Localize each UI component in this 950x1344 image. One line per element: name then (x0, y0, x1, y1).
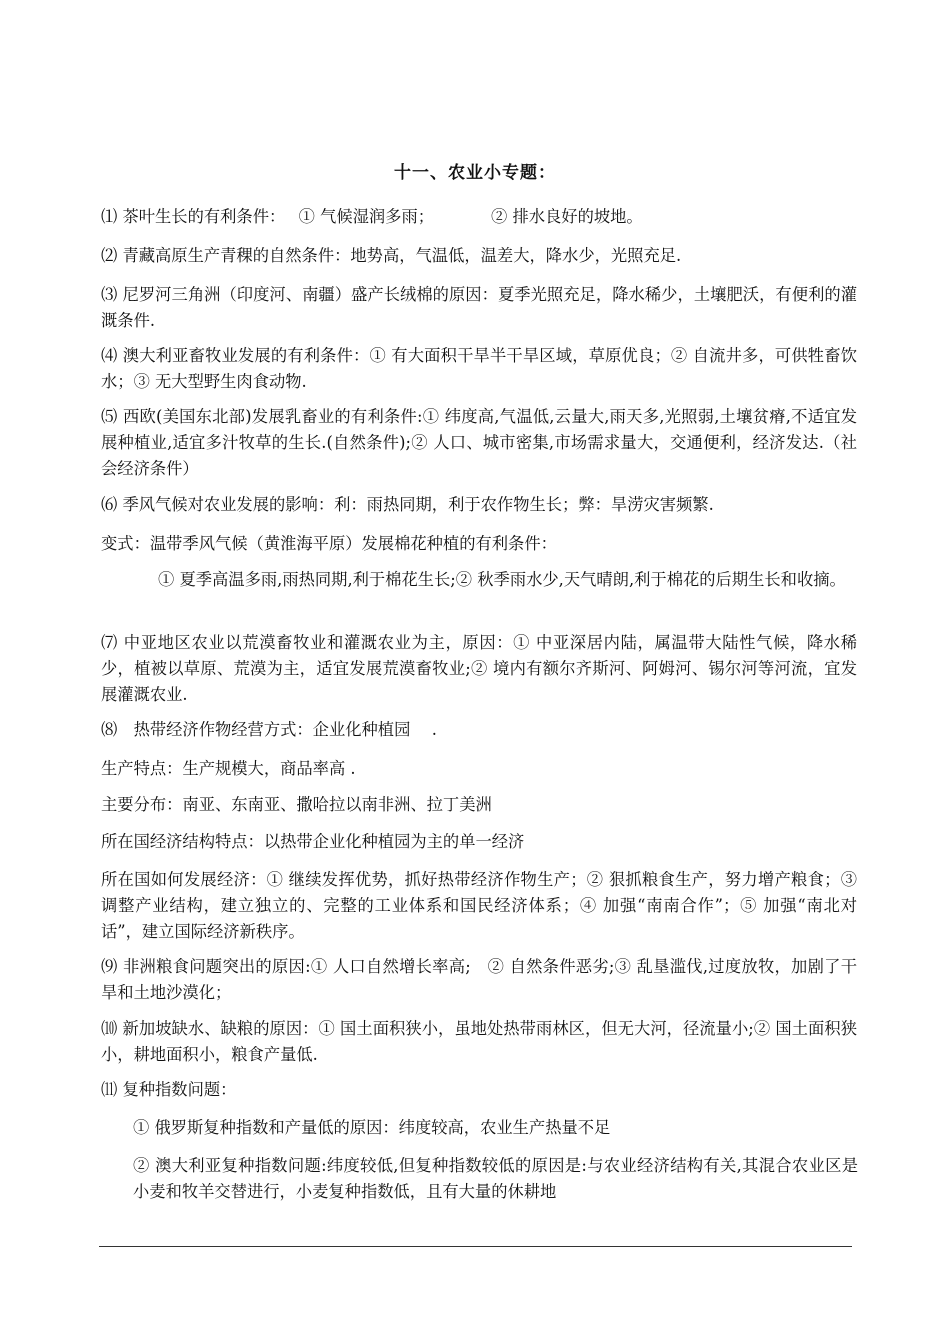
paragraph-variant-cotton: ① 夏季高温多雨,雨热同期,利于棉花生长;② 秋季雨水少,天气晴朗,利于棉花的后期生长和收摘。 (158, 570, 846, 589)
paragraph-tea-conditions: ⑴ 茶叶生长的有利条件： ① 气候湿润多雨； ② 排水良好的坡地。 (101, 207, 643, 226)
paragraph-tropical-plantation: ⑻ 热带经济作物经营方式：企业化种植园 . (101, 720, 437, 739)
section-title: 十一、农业小专题： (394, 163, 556, 183)
paragraph-russia-cropping: ① 俄罗斯复种指数和产量低的原因：纬度较高，农业生产热量不足 (133, 1118, 611, 1137)
paragraph-australia-livestock: ⑷ 澳大利亚畜牧业发展的有利条件：① 有大面积干旱半干旱区域，草原优良；② 自流井多，可供牲畜饮水；③ 无大型野生肉食动物. (101, 346, 857, 391)
paragraph-monsoon-impact: ⑹ 季风气候对农业发展的影响：利：雨热同期，利于农作物生长；弊：旱涝灾害频繁. (101, 495, 714, 514)
paragraph-production-features: 生产特点：生产规模大，商品率高 . (101, 759, 356, 778)
paragraph-economic-structure: 所在国经济结构特点：以热带企业化种植园为主的单一经济 (101, 832, 525, 851)
paragraph-distribution: 主要分布：南亚、东南亚、撒哈拉以南非洲、拉丁美洲 (101, 795, 492, 814)
paragraph-central-asia: ⑺ 中亚地区农业以荒漠畜牧业和灌溉农业为主，原因：① 中亚深居内陆，属温带大陆性气候，降水稀少，植被以草原、荒漠为主，适宜发展荒漠畜牧业;② 境内有额尔齐斯河、阿姆河、锡尔河等河流，宜发展灌溉农业. (101, 633, 857, 704)
paragraph-economic-development: 所在国如何发展经济：① 继续发挥优势，抓好热带经济作物生产；② 狠抓粮食生产，努力增产粮食；③ 调整产业结构，建立独立的、完整的工业体系和国民经济体系；④ 加强“南南合作”；⑤ 加强“南北对话”，建立国际经济新秩序。 (101, 870, 857, 941)
paragraph-nile-delta-cotton: ⑶ 尼罗河三角洲（印度河、南疆）盛产长绒棉的原因：夏季光照充足，降水稀少，土壤肥沃，有便利的灌溉条件. (101, 285, 857, 330)
paragraph-multiple-cropping: ⑾ 复种指数问题： (101, 1080, 237, 1099)
paragraph-western-europe-dairy: ⑸ 西欧(美国东北部)发展乳畜业的有利条件:① 纬度高,气温低,云量大,雨天多,光照弱,土壤贫瘠,不适宜发展种植业,适宜多汁牧草的生长.(自然条件);② 人口、城市密集,市场需求量大，交通便利，经济发达.（社会经济条件） (101, 407, 857, 478)
paragraph-africa-food: ⑼ 非洲粮食问题突出的原因:① 人口自然增长率高; ② 自然条件恶劣;③ 乱垦滥伐,过度放牧，加剧了干旱和土地沙漠化； (101, 957, 857, 1002)
footer-divider (99, 1246, 852, 1247)
paragraph-australia-cropping: ② 澳大利亚复种指数问题:纬度较低,但复种指数较低的原因是:与农业经济结构有关,其混合农业区是小麦和牧羊交替进行，小麦复种指数低，且有大量的休耕地 (133, 1156, 858, 1201)
paragraph-qinghai-tibet-barley: ⑵ 青藏高原生产青稞的自然条件：地势高，气温低，温差大，降水少，光照充足. (101, 246, 682, 265)
paragraph-singapore: ⑽ 新加坡缺水、缺粮的原因：① 国土面积狭小，虽地处热带雨林区，但无大河，径流量小;② 国土面积狭小，耕地面积小，粮食产量低. (101, 1019, 857, 1064)
paragraph-variant-heading: 变式：温带季风气候（黄淮海平原）发展棉花种植的有利条件： (101, 534, 557, 553)
